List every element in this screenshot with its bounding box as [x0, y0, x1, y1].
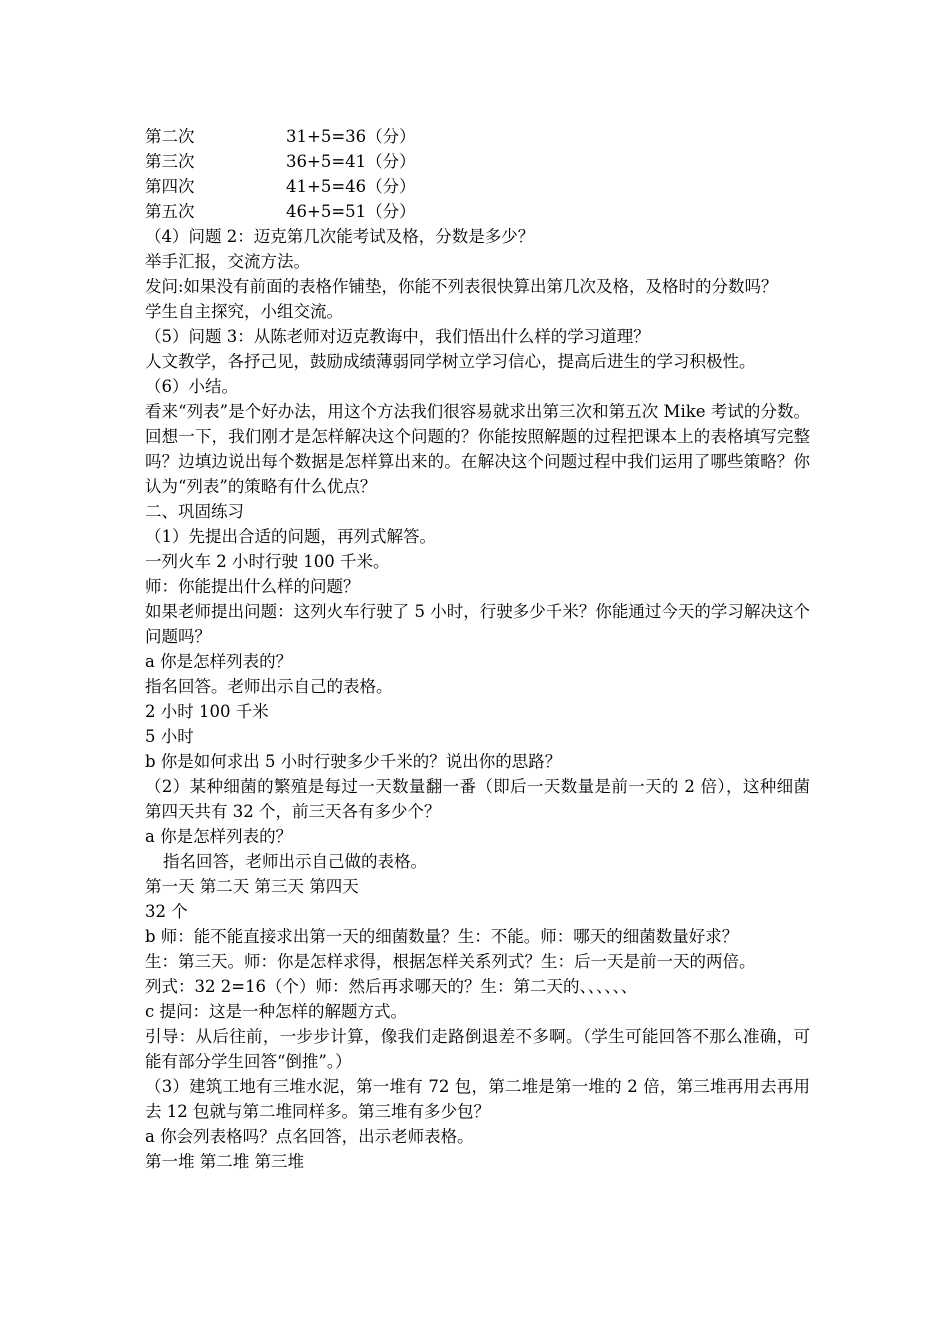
exercise-1: （1）先提出合适的问题，再列式解答。 — [145, 527, 436, 546]
table-row-text: 2 小时 100 千米 — [145, 702, 269, 721]
paragraph: 列式：32 2=16（个）师：然后再求哪天的？生：第二天的、、、、、、 — [145, 977, 638, 996]
score-formula: 41+5=46（分） — [286, 177, 416, 196]
exercise-2: （2）某种细菌的繁殖是每过一天数量翻一番（即后一天数量是前一天的 2 倍），这种细菌第四天共有 32 个，前三天各有多少个？ — [145, 777, 810, 821]
score-row-4 — [145, 174, 810, 199]
paragraph: 指名回答，老师出示自己做的表格。 — [163, 852, 427, 871]
score-label: 第二次 — [145, 127, 195, 146]
paragraph: b 师：能不能直接求出第一天的细菌数量？生：不能。师：哪天的细菌数量好求？ — [145, 927, 739, 946]
paragraph: c 提问：这是一种怎样的解题方式。 — [145, 1002, 407, 1021]
paragraph: 人文教学，各抒己见，鼓励成绩薄弱同学树立学习信心，提高后进生的学习积极性。 — [145, 352, 756, 371]
document-page — [145, 124, 810, 1174]
score-formula: 31+5=36（分） — [286, 127, 416, 146]
paragraph: 如果老师提出问题：这列火车行驶了 5 小时，行驶多少千米？你能通过今天的学习解决这个问题吗？ — [145, 602, 810, 646]
score-label: 第四次 — [145, 177, 195, 196]
paragraph: b 你是如何求出 5 小时行驶多少千米的？说出你的思路？ — [145, 752, 562, 771]
paragraph: a 你会列表格吗？点名回答，出示老师表格。 — [145, 1127, 474, 1146]
paragraph: 一列火车 2 小时行驶 100 千米。 — [145, 552, 390, 571]
table-header-text: 第一堆 第二堆 第三堆 — [145, 1152, 304, 1171]
paragraph: 看来“列表”是个好办法，用这个方法我们很容易就求出第三次和第五次 Mike 考试的分数。回想一下，我们刚才是怎样解决这个问题的？你能按照解题的过程把课本上的表格填写完整吗？边填边说出每个数据是怎样算出来的。在解决这个问题过程中我们运用了哪些策略？你认为“列表”的策略有什么优点？ — [145, 402, 810, 496]
table-row-text: 5 小时 — [145, 727, 194, 746]
exercise-3: （3）建筑工地有三堆水泥，第一堆有 72 包，第二堆是第一堆的 2 倍，第三堆再用去再用去 12 包就与第二堆同样多。第三堆有多少包？ — [145, 1077, 810, 1121]
paragraph: a 你是怎样列表的？ — [145, 827, 293, 846]
table-header-text: 第一天 第二天 第三天 第四天 — [145, 877, 359, 896]
paragraph: 学生自主探究，小组交流。 — [145, 302, 343, 321]
section-summary: （6）小结。 — [145, 377, 238, 396]
paragraph: 举手汇报，交流方法。 — [145, 252, 310, 271]
paragraph: 生：第三天。师：你是怎样求得，根据怎样关系列式？生：后一天是前一天的两倍。 — [145, 952, 756, 971]
paragraph: 引导：从后往前，一步步计算，像我们走路倒退差不多啊。（学生可能回答不那么准确，可能有部分学生回答“倒推”。） — [145, 1027, 810, 1071]
score-formula: 36+5=41（分） — [286, 152, 416, 171]
paragraph: a 你是怎样列表的？ — [145, 652, 293, 671]
paragraph: 发问:如果没有前面的表格作铺垫，你能不列表很快算出第几次及格，及格时的分数吗？ — [145, 277, 778, 296]
score-label: 第三次 — [145, 152, 195, 171]
question-2: （4）问题 2：迈克第几次能考试及格，分数是多少？ — [145, 227, 535, 246]
score-formula: 46+5=51（分） — [286, 202, 416, 221]
score-row-5 — [145, 199, 810, 224]
section-heading: 二、巩固练习 — [145, 502, 244, 521]
question-3: （5）问题 3：从陈老师对迈克教诲中，我们悟出什么样的学习道理？ — [145, 327, 650, 346]
paragraph: 指名回答。老师出示自己的表格。 — [145, 677, 393, 696]
paragraph: 师：你能提出什么样的问题？ — [145, 577, 360, 596]
score-label: 第五次 — [145, 202, 195, 221]
table-row-text: 32 个 — [145, 902, 188, 921]
score-row-2 — [145, 124, 810, 149]
score-row-3 — [145, 149, 810, 174]
